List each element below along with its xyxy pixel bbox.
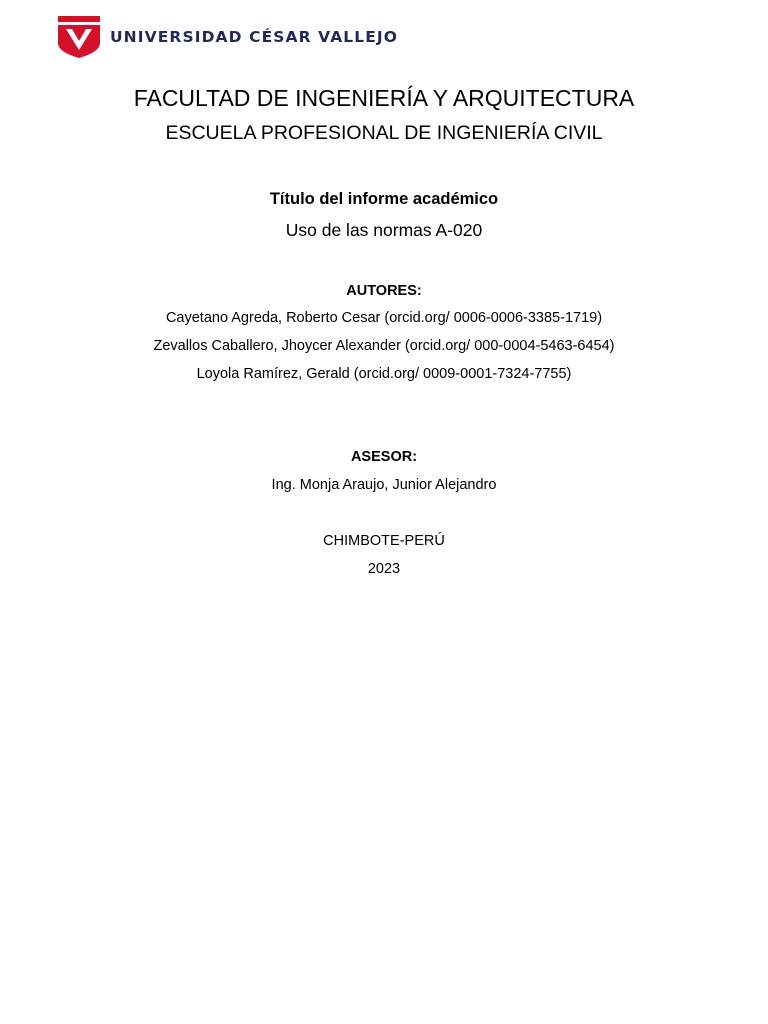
author-line: Loyola Ramírez, Gerald (orcid.org/ 0009-0001-7324-7755) — [196, 366, 572, 382]
school-heading: ESCUELA PROFESIONAL DE INGENIERÍA CIVIL — [165, 122, 603, 144]
year: 2023 — [367, 561, 401, 577]
authors-label: AUTORES: — [346, 283, 422, 299]
university-name: UNIVERSIDAD CÉSAR VALLEJO — [110, 28, 399, 46]
university-shield-icon — [58, 16, 100, 58]
author-line: Zevallos Caballero, Jhoycer Alexander (orcid.org/ 000-0004-5463-6454) — [153, 338, 615, 354]
advisor-label: ASESOR: — [350, 449, 418, 465]
faculty-heading: FACULTAD DE INGENIERÍA Y ARQUITECTURA — [133, 85, 635, 111]
city-location: CHIMBOTE-PERÚ — [323, 533, 445, 549]
author-line: Cayetano Agreda, Roberto Cesar (orcid.org/ 0006-0006-3385-1719) — [165, 310, 603, 326]
report-title-label: Título del informe académico — [269, 190, 499, 208]
report-title: Uso de las normas A-020 — [285, 220, 483, 240]
advisor-name: Ing. Monja Araujo, Junior Alejandro — [271, 477, 497, 493]
university-logo — [58, 16, 398, 58]
